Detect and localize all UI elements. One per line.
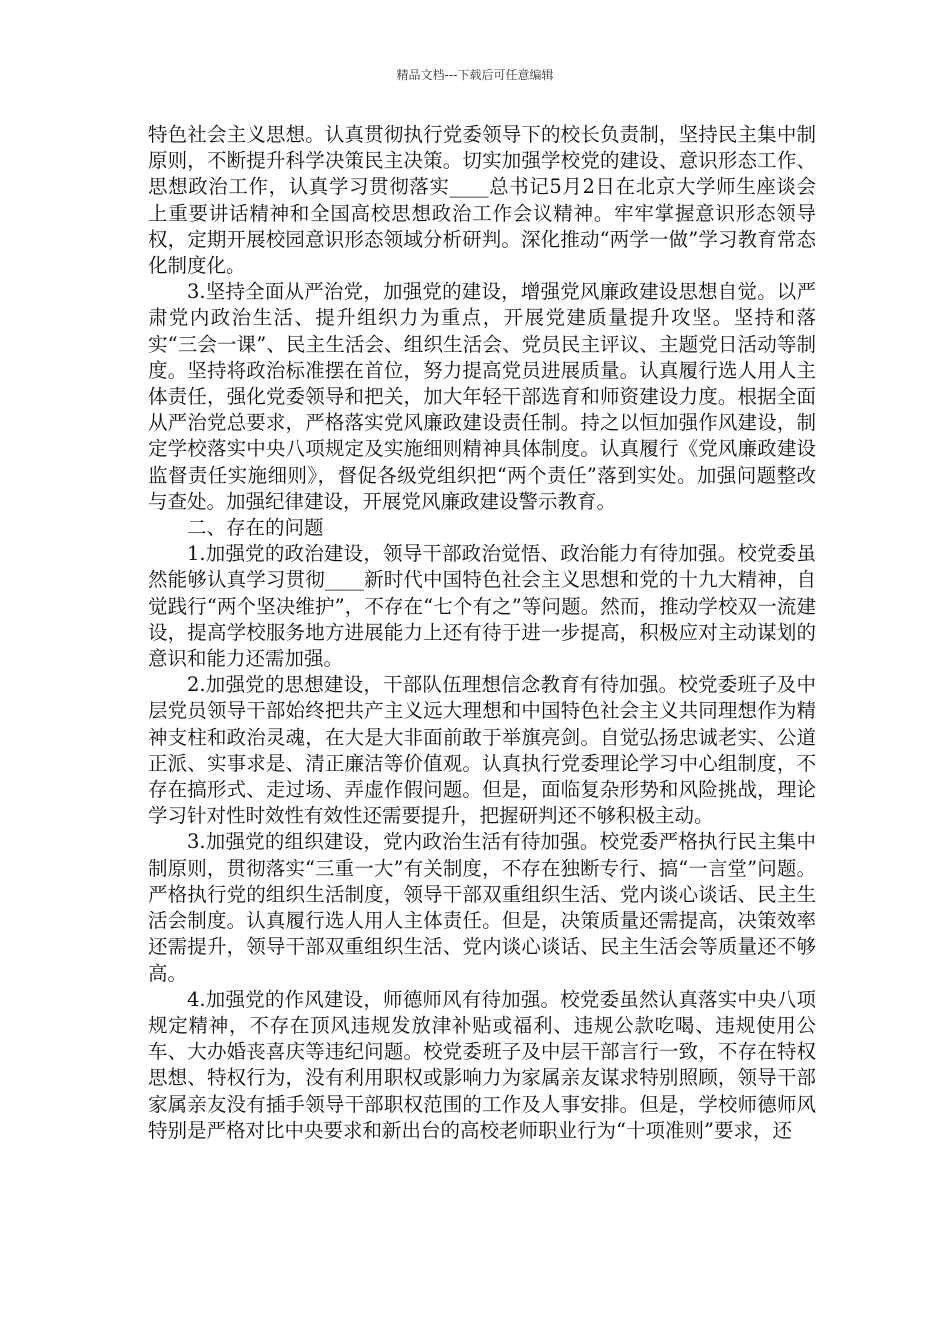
section-heading-problems: 二、存在的问题 [187, 516, 324, 540]
page-header: 精品文档---下载后可任意编辑 [396, 68, 554, 82]
paragraph-item-3-strict-governance: 3.坚持全面从严治党，加强党的建设，增强党风廉政建设思想自觉。以严肃党内政治生活、提升组织力为重点，开展党建质量提升攻坚。坚持和落实“三会一课”、民主生活会、组织生活会、党员民主评议、主题党日活动等制度。坚持将政治标准摆在首位，努力提高党员进展质量。认真履行选人用人主体责任，强化党委领导和把关，加大年轻干部选育和师资建设力度。根据全面从严治党总要求，严格落实党风廉政建设责任制。持之以恒加强作风建设，制定学校落实中央八项规定及实施细则精神具体制度。认真履行《党风廉政建设监督责任实施细则》，督促各级党组织把“两个责任”落到实处。加强问题整改与查处。加强纪律建设，开展党风廉政建设警示教育。 [148, 280, 816, 513]
paragraph-problem-4-conduct: 4.加强党的作风建设，师德师风有待加强。校党委虽然认真落实中央八项规定精神，不存在顶风违规发放津补贴或福利、违规公款吃喝、违规使用公车、大办婚丧喜庆等违纪问题。校党委班子及中层干部言行一致，不存在特权思想、特权行为，没有利用职权或影响力为家属亲友谋求特别照顾，领导干部家属亲友没有插手领导干部职权范围的工作及人事安排。但是，学校师德师风特别是严格对比中央要求和新出台的高校老师职业行为“十项准则”要求，还 [148, 987, 816, 1142]
paragraph-problem-2-ideological: 2.加强党的思想建设，干部队伍理想信念教育有待加强。校党委班子及中层党员领导干部始终把共产主义远大理想和中国特色社会主义共同理想作为精神支柱和政治灵魂，在大是大非面前敢于举旗亮剑。自觉弘扬忠诚老实、公道正派、实事求是、清正廉洁等价值观。认真执行党委理论学习中心组制度，不存在搞形式、走过场、弄虚作假问题。但是，面临复杂形势和风险挑战，理论学习针对性时效性有效性还需要提升，把握研判还不够积极主动。 [148, 673, 816, 828]
paragraph-problem-3-organizational: 3.加强党的组织建设，党内政治生活有待加强。校党委严格执行民主集中制原则，贯彻落实“三重一大”有关制度，不存在独断专行、搞“一言堂”问题。严格执行党的组织生活制度，领导干部双重组织生活、党内谈心谈话、民主生活会制度。认真履行选人用人主体责任。但是，决策质量还需提高，决策效率还需提升，领导干部双重组织生活、党内谈心谈话、民主生活会等质量还不够高。 [148, 830, 816, 985]
document-body [148, 122, 816, 1144]
paragraph-continuation: 特色社会主义思想。认真贯彻执行党委领导下的校长负责制，坚持民主集中制原则，不断提升科学决策民主决策。切实加强学校党的建设、意识形态工作、思想政治工作，认真学习贯彻落实____总书记5月2日在北京大学师生座谈会上重要讲话精神和全国高校思想政治工作会议精神。牢牢掌握意识形态领导权，定期开展校园意识形态领域分析研判。深化推动“两学一做”学习教育常态化制度化。 [148, 123, 816, 278]
paragraph-problem-1-political: 1.加强党的政治建设，领导干部政治觉悟、政治能力有待加强。校党委虽然能够认真学习贯彻____新时代中国特色社会主义思想和党的十九大精神，自觉践行“两个坚决维护”，不存在“七个有之”等问题。然而，推动学校双一流建设，提高学校服务地方进展能力上还有待于进一步提高，积极应对主动谋划的意识和能力还需加强。 [148, 542, 816, 671]
